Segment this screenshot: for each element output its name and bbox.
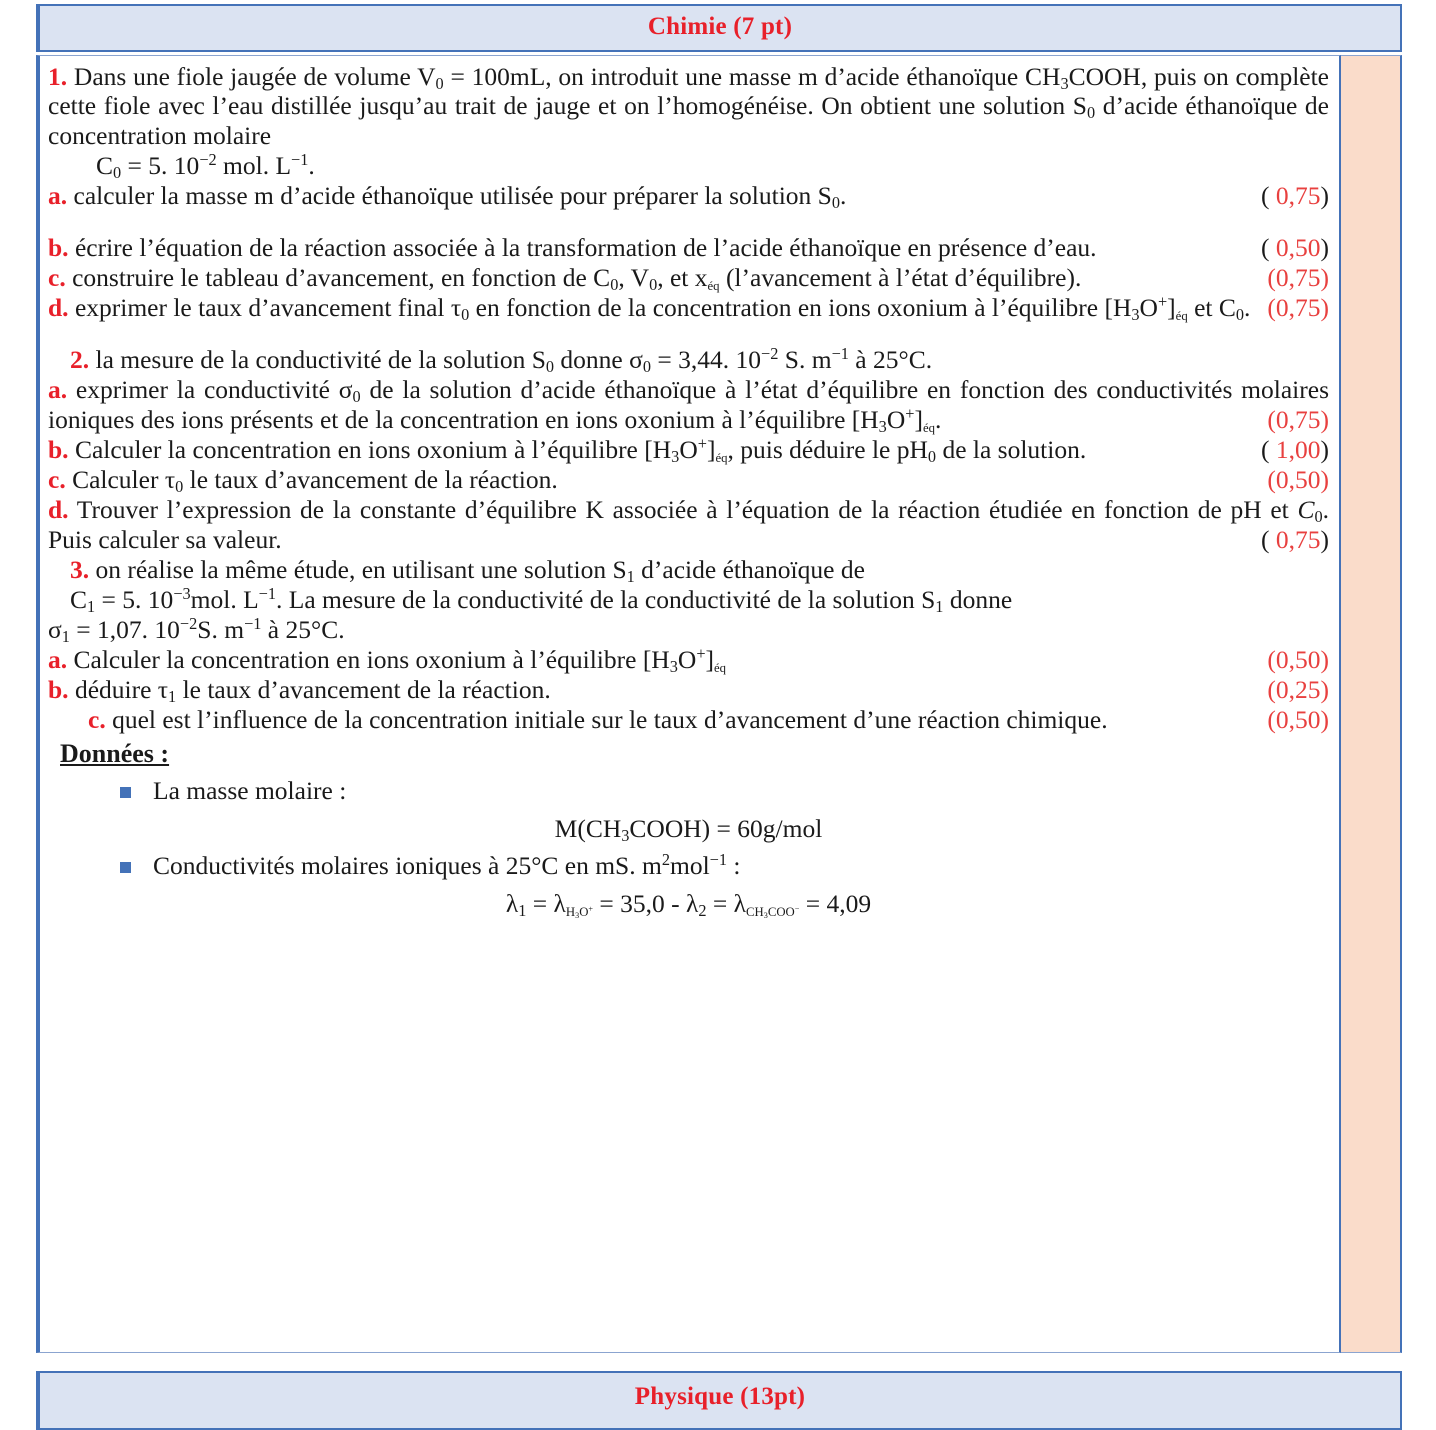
margin-annotation-column — [1341, 55, 1402, 1353]
question-3b — [48, 675, 1329, 705]
question-3a-text: Calculer la concentration en ions oxonium à l’équilibre $[H_3O^+]éq$ — [74, 645, 727, 674]
question-2b — [48, 435, 1329, 465]
question-1d — [48, 293, 1329, 323]
question-3c-score: (0,50) — [1267, 705, 1329, 735]
question-2d-text: Trouver l’expression de la constante d’équilibre K associée à l’équation de la réaction étudiée en fonction de pH et $C_0$. Puis calculer sa valeur. — [48, 495, 1329, 554]
question-2b-text: Calculer la concentration en ions oxonium à l’équilibre $[H_3O^+]éq$, puis déduire le $pH_0$ de la solution. — [75, 435, 1086, 464]
question-2b-score: ( 1,00) — [1261, 435, 1329, 465]
question-3a — [48, 645, 1329, 675]
question-1d-label: d. — [48, 293, 69, 322]
square-bullet-icon — [120, 862, 131, 873]
questions-table — [36, 55, 1402, 1353]
gap-after-q1 — [48, 323, 1329, 345]
question-2b-label: b. — [48, 435, 69, 464]
question-3b-label: b. — [48, 675, 69, 704]
chimie-section-banner — [36, 4, 1402, 52]
question-2a-label: a. — [48, 375, 67, 404]
question-1c-label: c. — [48, 263, 66, 292]
question-3a-score: (0,50) — [1267, 645, 1329, 675]
question-1b-text: écrire l’équation de la réaction associée à la transformation de l’acide éthanoïque en présence d’eau. — [75, 233, 1097, 262]
question-3-line3: $\sigma_1 = 1,07$. $10^{-2}S$. $m^{-1}$ à 25°C. — [48, 615, 1329, 645]
question-1a-text: calculer la masse m d’acide éthanoïque utilisée pour préparer la solution $S_0$. — [74, 181, 847, 210]
square-bullet-icon — [120, 787, 131, 798]
question-2d-label: d. — [48, 495, 69, 524]
question-1a-score: ( 0,75) — [1261, 181, 1329, 211]
question-3c-text: quel est l’influence de la concentration initiale sur le taux d’avancement d’une réaction chimique. — [112, 705, 1108, 734]
question-1-text: Dans une fiole jaugée de volume $V_0 = 100mL$, on introduit une masse m d’acide éthanoïque $CH_3COOH$, puis on complète cette fiole avec l’eau distillée jusqu’au trait de jauge et on l’homogénéise. On obtient une solution $S_0$ d’acide éthanoïque de concentration molaire — [48, 62, 1329, 151]
question-3-text: on réalise la même étude, en utilisant une solution $S_1$ d’acide éthanoïque de — [96, 555, 865, 584]
question-2c-text: Calculer $\tau_0$ le taux d’avancement de la réaction. — [72, 465, 558, 494]
question-2a-text: exprimer la conductivité $\sigma_0$ de la solution d’acide éthanoïque à l’état d’équilibre en fonction des conductivités molaires ioniques des ions présents et de la concentration en ions oxonium à l’équilibre $[H_3O^+]éq$. — [48, 375, 1329, 434]
question-1c-text: construire le tableau d’avancement, en fonction de $C_0$, $V_0$, et xéq (l’avancement à l’état d’équilibre). — [72, 263, 1081, 292]
question-2-text: la mesure de la conductivité de la solution $S_0$ donne $\sigma_0 = 3,44$. $10^{-2}$ S. $m^{-1}$ à 25°C. — [96, 345, 933, 374]
physique-section-banner — [36, 1371, 1402, 1430]
donnees-item-conductivites — [48, 851, 1329, 881]
question-1-label: 1. — [48, 62, 67, 91]
donnees-item-2-label: Conductivités molaires ioniques à 25°C en mS. $m^2mol^{-1}$ : — [153, 851, 740, 881]
question-1d-score: (0,75) — [1267, 293, 1329, 323]
chimie-title: Chimie (7 pt) — [40, 13, 1400, 41]
donnees-item-masse-molaire — [48, 776, 1329, 806]
question-2-intro — [48, 345, 1329, 375]
question-2c-score: (0,50) — [1267, 465, 1329, 495]
physique-title: Physique (13pt) — [40, 1383, 1400, 1411]
question-2c-label: c. — [48, 465, 66, 494]
gap-after-1a — [48, 211, 1329, 233]
question-1-intro — [48, 62, 1329, 152]
question-3-line2: $C_1 = 5$. $10^{-3}mol$. $L^{-1}$. La mesure de la conductivité de la conductivité de la solution $S_1$ donne — [48, 585, 1329, 615]
donnees-item-1-label: La masse molaire : — [153, 776, 346, 806]
question-2a — [48, 375, 1329, 435]
question-1b — [48, 233, 1329, 263]
question-1c-score: (0,75) — [1267, 263, 1329, 293]
question-3b-text: déduire $\tau_1$ le taux d’avancement de la réaction. — [75, 675, 551, 704]
question-3c-label: c. — [88, 705, 106, 734]
donnees-equation-masse-molaire: $M(CH_3COOH) = 60g/mol$ — [48, 814, 1329, 844]
question-1a-label: a. — [48, 181, 67, 210]
question-1d-text: exprimer le taux d’avancement final $\tau_0$ en fonction de la concentration en ions oxonium à l’équilibre $[H_3O^+]éq$ et $C_0$. — [75, 293, 1250, 322]
question-2c — [48, 465, 1329, 495]
question-3-label: 3. — [70, 555, 89, 584]
question-1b-score: ( 0,50) — [1261, 233, 1329, 263]
question-2-label: 2. — [70, 345, 89, 374]
question-2d — [48, 495, 1329, 555]
donnees-heading: Données : — [48, 739, 1329, 769]
question-3a-label: a. — [48, 645, 67, 674]
question-2a-score: (0,75) — [1267, 405, 1329, 435]
question-1-formula-c0: $C_0 = 5$. $10^{-2}$ mol. $L^{-1}$. — [48, 151, 1329, 181]
question-2d-score: ( 0,75) — [1261, 525, 1329, 555]
question-1b-label: b. — [48, 233, 69, 262]
donnees-equation-lambdas: $\lambda_1 = \lambda H_3O^+ = 35,0 - \lambda_2 = \lambda CH_3COO^- = 4,09$ — [48, 889, 1329, 919]
question-1c — [48, 263, 1329, 293]
question-3c — [48, 705, 1329, 735]
question-3-intro — [48, 555, 1329, 585]
questions-column — [36, 55, 1341, 1353]
question-1a — [48, 181, 1329, 211]
question-3b-score: (0,25) — [1267, 675, 1329, 705]
